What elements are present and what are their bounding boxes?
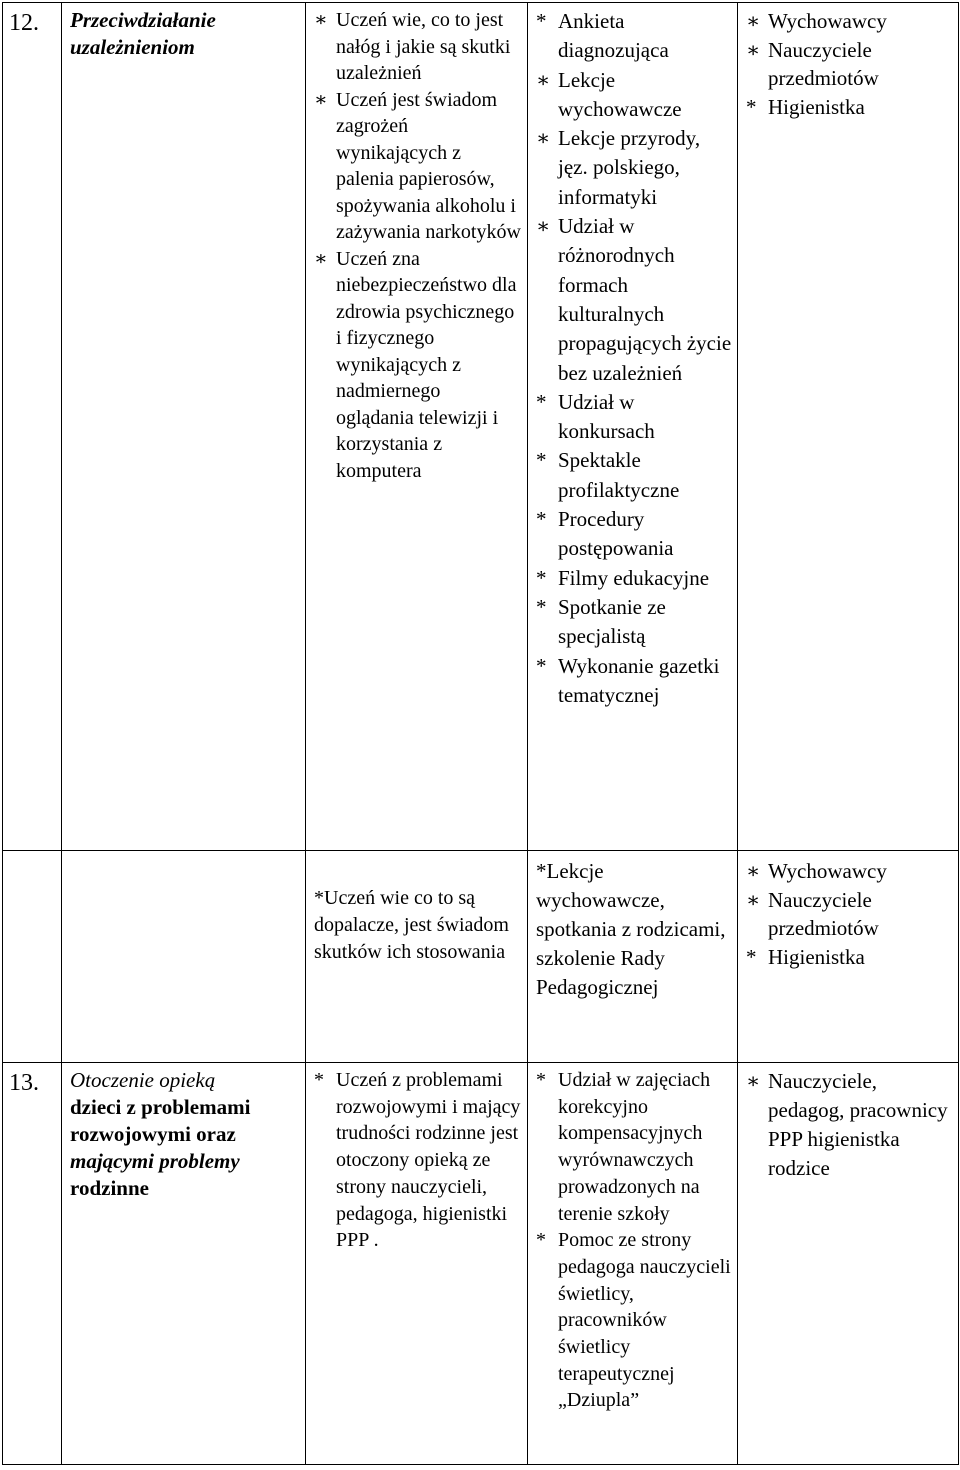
bullet-star-icon: ∗ — [536, 214, 551, 239]
bullet-star-icon: * — [314, 1069, 324, 1091]
area-title-line: uzależnieniom — [70, 35, 195, 59]
responsible-text: Nauczyciele, pedagog, pracownicy PPP higienistka rodzice — [768, 1069, 948, 1180]
list-item — [536, 1227, 733, 1414]
goal-text: Uczeń jest świadom zagrożeń wynikających z palenia papierosów, spożywania alkoholu i zażywania narkotyków — [336, 88, 521, 243]
list-item — [536, 7, 733, 66]
form-text: Wykonanie gazetki tematycznej — [558, 653, 720, 707]
form-text: Udział w konkursach — [558, 389, 655, 444]
list-item — [746, 1067, 954, 1183]
list-item — [746, 7, 954, 36]
table-row — [3, 851, 959, 1063]
area-title-line: dzieci z problemami rozwojowymi oraz — [70, 1095, 251, 1146]
list-item — [314, 7, 523, 87]
list-item — [536, 446, 733, 505]
bullet-star-icon: * — [536, 9, 547, 33]
bullet-star-icon: * — [536, 1069, 546, 1091]
list-item — [536, 593, 733, 652]
list-item — [536, 505, 733, 564]
area-title-line: Przeciwdziałanie — [70, 8, 216, 32]
forms-cell — [528, 3, 738, 851]
bullet-star-icon: ∗ — [314, 88, 328, 111]
bullet-star-icon: * — [536, 594, 547, 619]
row-number: 12. — [9, 10, 39, 36]
bullet-star-icon: * — [746, 94, 757, 119]
area-title-line: Otoczenie opieką — [70, 1068, 216, 1092]
form-text: *Lekcje wychowawcze, spotkania z rodzicami, szkolenie Rady Pedagogicznej — [536, 859, 726, 999]
responsible-cell — [738, 1063, 959, 1465]
form-text: Spektakle profilaktyczne — [558, 448, 680, 502]
list-item — [536, 124, 733, 212]
bullet-star-icon: ∗ — [314, 247, 328, 270]
bullet-star-icon: ∗ — [746, 9, 761, 33]
list-item — [314, 1067, 523, 1254]
form-text: Udział w różnorodnych formach kulturalnych propagujących życie bez uzależnień — [558, 214, 732, 385]
responsible-text: Nauczyciele przedmiotów — [768, 887, 879, 940]
bullet-star-icon: ∗ — [746, 859, 761, 883]
goal-text: Uczeń z problemami rozwojowymi i mający trudności rodzinne jest otoczony opieką ze strony nauczycieli, pedagoga, higienistki PPP . — [336, 1069, 521, 1252]
list-item — [314, 87, 523, 246]
area-title-line: rodzinne — [70, 1176, 149, 1200]
bullet-star-icon: * — [536, 389, 547, 414]
goals-cell — [306, 851, 528, 1063]
form-text: Pomoc ze strony pedagoga nauczycieli świetlicy, pracowników świetlicy terapeutycznej „Dziupla” — [558, 1229, 731, 1412]
bullet-star-icon: ∗ — [536, 126, 551, 151]
form-text: Lekcje przyrody, jęz. polskiego, informatyki — [558, 126, 701, 209]
bullet-star-icon: * — [536, 448, 547, 473]
form-text: Lekcje wychowawcze — [558, 67, 682, 121]
form-text: Ankieta diagnozująca — [558, 9, 669, 63]
forms-cell — [528, 1063, 738, 1465]
responsible-text: Higienistka — [768, 94, 865, 119]
bullet-star-icon: ∗ — [746, 37, 761, 62]
bullet-star-icon: * — [746, 944, 757, 969]
goal-text: Uczeń wie, co to jest nałóg i jakie są skutki uzależnień — [336, 9, 511, 84]
bullet-star-icon: * — [536, 507, 547, 532]
list-item — [536, 564, 733, 593]
responsible-text: Wychowawcy — [768, 859, 887, 883]
area-cell — [62, 1063, 306, 1465]
form-text: Procedury postępowania — [558, 507, 674, 561]
list-item — [746, 857, 954, 886]
list-item — [536, 388, 733, 447]
row-number: 13. — [9, 1070, 39, 1096]
goal-text: *Uczeń wie co to są dopalacze, jest świadom skutków ich stosowania — [314, 887, 509, 963]
list-item — [746, 36, 954, 93]
list-item — [536, 66, 733, 125]
responsible-text: Higienistka — [768, 944, 865, 969]
responsible-cell — [738, 851, 959, 1063]
goals-cell — [306, 1063, 528, 1465]
area-cell — [62, 851, 306, 1063]
row-number-cell — [3, 3, 62, 851]
table-row — [3, 3, 959, 851]
form-text: Filmy edukacyjne — [558, 565, 710, 590]
row-number-cell — [3, 1063, 62, 1465]
list-item — [536, 1067, 733, 1227]
bullet-star-icon: ∗ — [314, 9, 328, 31]
responsible-text: Wychowawcy — [768, 9, 887, 33]
goals-cell — [306, 3, 528, 851]
form-text: Udział w zajęciach korekcyjno kompensacyjnych wyrównawczych prowadzonych na terenie szkoły — [558, 1069, 711, 1225]
list-item — [314, 246, 523, 485]
list-item — [536, 212, 733, 388]
goal-text: Uczeń zna niebezpieczeństwo dla zdrowia psychicznego i fizycznego wynikających z nadmiernego oglądania telewizji i korzystania z komputera — [336, 247, 517, 482]
bullet-star-icon: ∗ — [746, 887, 761, 912]
list-item — [746, 886, 954, 943]
list-item — [746, 943, 954, 972]
bullet-star-icon: ∗ — [746, 1069, 761, 1093]
bullet-star-icon: * — [536, 565, 547, 590]
responsible-cell — [738, 3, 959, 851]
forms-cell — [528, 851, 738, 1063]
area-cell — [62, 3, 306, 851]
bullet-star-icon: ∗ — [536, 67, 551, 92]
list-item — [536, 652, 733, 711]
list-item — [746, 93, 954, 122]
responsible-text: Nauczyciele przedmiotów — [768, 37, 879, 90]
row-number-cell — [3, 851, 62, 1063]
table-row — [3, 1063, 959, 1465]
plan-table — [2, 2, 959, 1465]
form-text: Spotkanie ze specjalistą — [558, 594, 666, 649]
bullet-star-icon: * — [536, 653, 547, 678]
area-title-line: mającymi problemy — [70, 1149, 240, 1173]
bullet-star-icon: * — [536, 1229, 546, 1252]
